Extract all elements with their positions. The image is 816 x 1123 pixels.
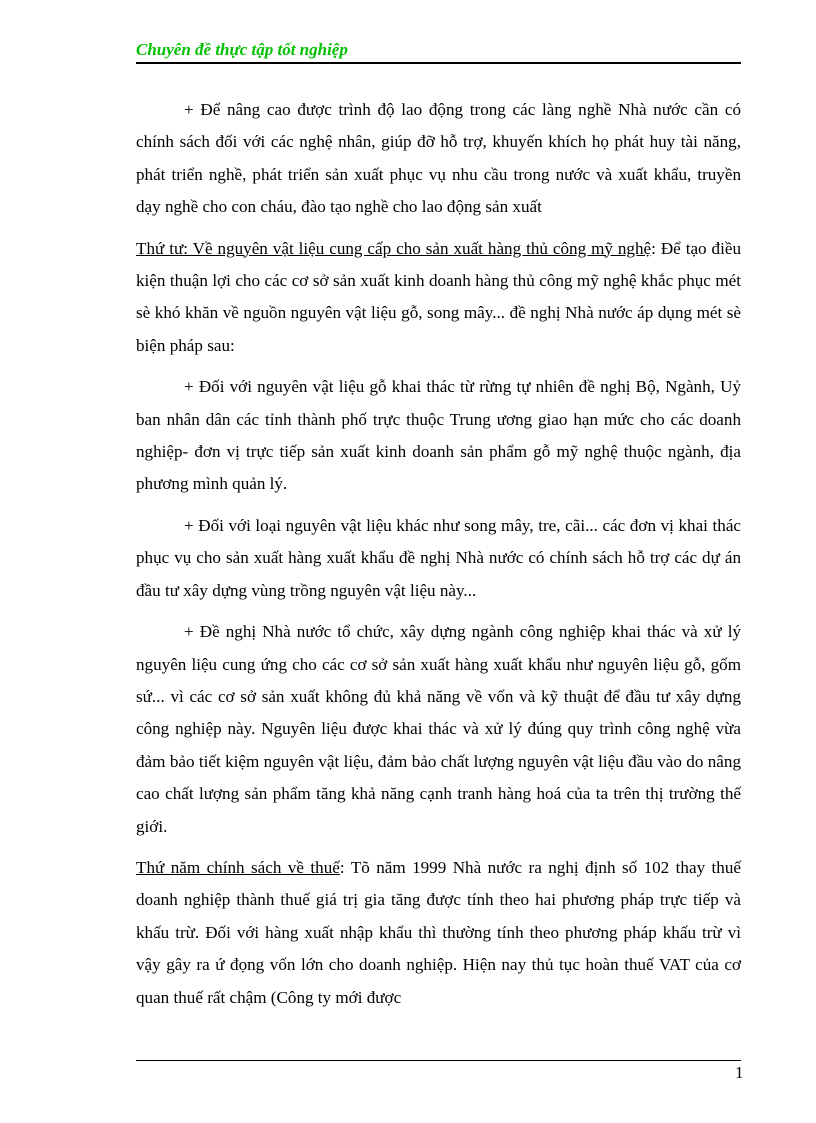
paragraph-1-text: + Để nâng cao được trình độ lao động trong các làng nghề Nhà nước cần có chính sách đối với các nghệ nhân, giúp đỡ hỗ trợ, khuyến khích họ phát huy tài năng, phát triển nghề, phát triển sản xuất phục vụ nhu cầu trong nước và xuất khẩu, truyền dạy nghề cho con cháu, đào tạo nghề cho lao động sản xuất xyxy=(136,100,741,217)
page-number: 1 xyxy=(735,1063,744,1082)
paragraph-1 xyxy=(136,94,741,224)
paragraph-5 xyxy=(136,616,741,843)
paragraph-6-heading: Thứ năm chính sách về thuế xyxy=(136,857,340,877)
header-title: Chuyên đề thực tập tốt nghiệp xyxy=(136,40,348,59)
document-body xyxy=(136,94,741,1023)
page-header xyxy=(136,38,741,64)
paragraph-6 xyxy=(136,852,741,1014)
paragraph-5-text: + Đề nghị Nhà nước tổ chức, xây dựng ngành công nghiệp khai thác và xử lý nguyên liệu cung ứng cho các cơ sở sản xuất hàng xuất khẩu như nguyên liệu gỗ, gốm sứ... vì các cơ sở sản xuất không đủ khả năng về vốn và kỹ thuật để đầu tư xây dựng công nghiệp này. Nguyên liệu được khai thác và xử lý đúng quy trình công nghệ vừa đảm bảo tiết kiệm nguyên vật liệu, đảm bảo chất lượng nguyên vật liệu đầu vào do nâng cao chất lượng sản phẩm tăng khả năng cạnh tranh hàng hoá của ta trên thị trường thế giới. xyxy=(136,622,741,836)
paragraph-3 xyxy=(136,371,741,501)
paragraph-2 xyxy=(136,233,741,363)
paragraph-4-text: + Đối với loại nguyên vật liệu khác như song mây, tre, cãi... các đơn vị khai thác phục vụ cho sản xuất hàng xuất khẩu đề nghị Nhà nước có chính sách hỗ trợ các dự án đầu tư xây dựng vùng trồng nguyên vật liệu này... xyxy=(136,515,741,600)
footer-divider xyxy=(136,1060,741,1061)
paragraph-3-text: + Đối với nguyên vật liệu gỗ khai thác từ rừng tự nhiên đề nghị Bộ, Ngành, Uỷ ban nhân dân các tỉnh thành phố trực thuộc Trung ương giao hạn mức cho các doanh nghiệp- đơn vị trực tiếp sản xuất kinh doanh sản phẩm gỗ mỹ nghệ thuộc ngành, địa phương mình quản lý. xyxy=(136,377,741,494)
paragraph-4 xyxy=(136,510,741,607)
paragraph-6-text: : Tõ năm 1999 Nhà nước ra nghị định số 102 thay thuế doanh nghiệp thành thuế giá trị gia tăng được tính theo hai phương pháp trực tiếp và khấu trừ. Đối với hàng xuất nhập khẩu thì thường tính theo phương pháp khấu trừ vì vậy gây ra ứ đọng vốn lớn cho doanh nghiệp. Hiện nay thủ tục hoàn thuế VAT của cơ quan thuế rất chậm (Công ty mới được xyxy=(136,857,741,1007)
paragraph-2-text: : Để tạo điều kiện thuận lợi cho các cơ sở sản xuất kinh doanh hàng thủ công mỹ nghệ khắc phục mét sè khó khăn về nguồn nguyên vật liệu gỗ, song mây... đề nghị Nhà nước áp dụng mét sè biện pháp sau: xyxy=(136,238,741,355)
paragraph-2-heading: Thứ tư: Về nguyên vật liệu cung cấp cho sản xuất hàng thủ công mỹ nghệ xyxy=(136,238,652,258)
